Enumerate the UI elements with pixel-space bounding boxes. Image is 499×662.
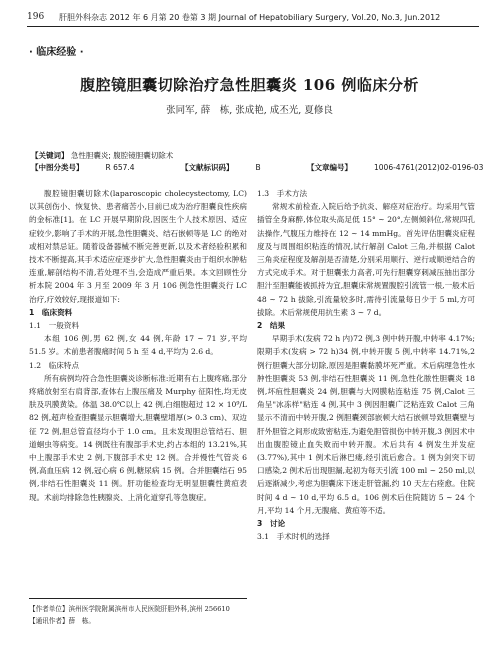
clc-label: 【中图分类号】 xyxy=(31,163,84,172)
article-title: 腹腔镜胆囊切除治疗急性胆囊炎 106 例临床分析 xyxy=(80,76,419,94)
doc-code-value: B xyxy=(255,163,261,172)
left-column xyxy=(29,187,247,504)
section-label: · 临床经验 · xyxy=(29,47,84,58)
subsection-heading: 1.3 手术方法 xyxy=(257,189,308,198)
subsection-heading: 1.1 一般资料 xyxy=(29,321,80,331)
clc-value: R 657.4 xyxy=(105,163,135,172)
section-heading: 3 讨论 xyxy=(257,519,286,529)
right-column xyxy=(257,187,475,543)
author-footnote xyxy=(29,598,247,627)
keywords-label: 【关键词】 xyxy=(31,151,69,160)
running-header xyxy=(27,8,479,27)
subsection-heading: 1.2 临床特点 xyxy=(29,360,80,370)
corresponding-author: 【通讯作者】薛 栋。 xyxy=(29,617,95,625)
article-id-value: 1006-4761(2012)02-0196-03 xyxy=(374,163,484,172)
article-id-label: 【文章编号】 xyxy=(307,163,353,172)
keywords-text: 急性胆囊炎; 腹腔镜胆囊切除术 xyxy=(70,151,174,160)
paragraph: 所有病例均符合急性胆囊炎诊断标准:近期有右上腹疼痛,部分疼痛放射至右肩背部,查体右上腹压痛及 Murphy 征阳性,均无皮肤及巩膜黄染。体温 38.0℃以上 42 例,白细胞超过 12 × 10⁹/L 82 例,超声检查胆囊显示胆囊增大,胆囊壁增厚(> 0.3 cm)、双边征 72 例,胆总管直径均小于 1.0 cm。且未发现胆总管结石、胆道蛔虫等病变。14 例既往有腹部手术史,约占本组的 13.21%,其中上腹部手术史 2 例,下腹部手术史 12 例。合并慢性气管炎 6 例,高血压病 12 例,冠心病 6 例,糖尿病 15 例。合并胆囊结石 95 例,非结石性胆囊炎 11 例。肝功能检查均无明显胆囊性黄疸表现。术前均排除急性胰腺炎、上消化道穿孔等急腹症。 xyxy=(29,373,247,502)
keywords-line xyxy=(31,150,173,161)
doc-code-label: 【文献标识码】 xyxy=(180,163,234,172)
author-unit: 【作者单位】滨州医学院附属滨州市人民医院肝胆外科,滨州 256610 xyxy=(29,605,230,613)
paragraph: 常规术前检查,入院后给予抗炎、解痉对症治疗。均采用气管插管全身麻醉,体位取头高足低 15° ~ 20°,左侧倾斜位,常规四孔法操作,气腹压力维持在 12 ~ 14 mmHg。首先评估胆囊炎症程度及与周围组织粘连的情况,试行解剖 Calot 三角,并根据 Calot 三角炎症程度及解剖是否清楚,分别采用顺行、逆行或顺逆结合的方式完成手术。对于胆囊张力高者,可先行胆囊穿刺减压抽出部分胆汁至胆囊能被抓持为宜,胆囊床常规置腹腔引流管一根,一般术后 48 ~ 72 h 拔除,引流量较多时,需待引流量每日少于 5 ml,方可拔除。术后常规使用抗生素 3 ~ 7 d。 xyxy=(257,202,475,317)
page-number: 196 xyxy=(27,12,45,22)
section-heading: 2 结果 xyxy=(257,321,286,331)
paragraph: 本组 106 例,男 62 例,女 44 例,年龄 17 ~ 71 岁,平均 51.5 岁。术前患者腹痛时间 5 h 至 4 d,平均为 2.6 d。 xyxy=(29,334,247,357)
journal-citation: 肝胆外科杂志 2012 年 6 月第 20 卷第 3 期 Journal of Hepatobiliary Surgery, Vol.20, No.3, Jun.2012 xyxy=(59,12,441,22)
paragraph: 早期手术(发病 72 h 内)72 例,3 例中转开腹,中转率 4.17%;限期手术(发病 > 72 h)34 例,中转开腹 5 例,中转率 14.71%,2 例行胆囊大部分切除,原因是胆囊黏膜坏死严重。术后病理急性水肿性胆囊炎 53 例,非结石性胆囊炎 11 例,急性化脓性胆囊炎 18 例,坏疽性胆囊炎 24 例,胆囊与大网膜粘连粘连 75 例,Calot 三角呈"冰冻样"粘连 4 例,其中 3 例因胆囊广泛粘连致 Calot 三角显示不清而中转开腹,2 例胆囊颈部嵌顿大结石嵌顿导致胆囊壁与肝外胆管之间形成致密粘连,为避免胆管损伤中转开腹,3 例因术中出血腹腔镜止血失败而中转开腹。术后共有 4 例发生并发症(3.77%),其中 1 例术后淋巴瘘,经引流后愈合。1 例为剑突下切口感染,2 例术后出现胆漏,起初为每天引流 100 ml ~ 250 ml,以后逐渐减少,考虑为胆囊床下迷走肝管漏,约 10 天左右痊愈。住院时间 4 d ~ 10 d,平均 6.5 d。106 例术后住院随访 5 ~ 24 个月,平均 14 个月,无腹痛、黄疸等不适。 xyxy=(257,334,475,515)
classification-line xyxy=(31,162,499,173)
article-authors: 张同军, 薛 栋, 张成艳, 成丕光, 夏修良 xyxy=(166,105,333,116)
paragraph: 腹腔镜胆囊切除术(laparoscopic cholecystectomy, LC) 以其创伤小、恢复快、患者痛苦小,目前已成为治疗胆囊良性疾病的金标准[1]。在 LC 开展早期阶段,因医生个人技术原因、适应症较少,影响了手术的开展,急性胆囊炎、结石嵌顿等是 LC 的绝对或相对禁忌证。随着设备器械不断完善更新,以及术者经验积累和技术不断提高,其手术适应症逐步扩大,急性胆囊炎由于组织水肿粘连重,解剖结构不清,若处理不当,会造成严重后果。本文回顾性分析本院 2004 年 3 月至 2009 年 3 月 106 例急性胆囊炎行 LC 治疗,疗效较好,现报道如下: xyxy=(29,189,247,304)
section-heading: 1 临床资料 xyxy=(29,307,73,317)
subsection-heading: 3.1 手术时机的选择 xyxy=(257,532,330,542)
